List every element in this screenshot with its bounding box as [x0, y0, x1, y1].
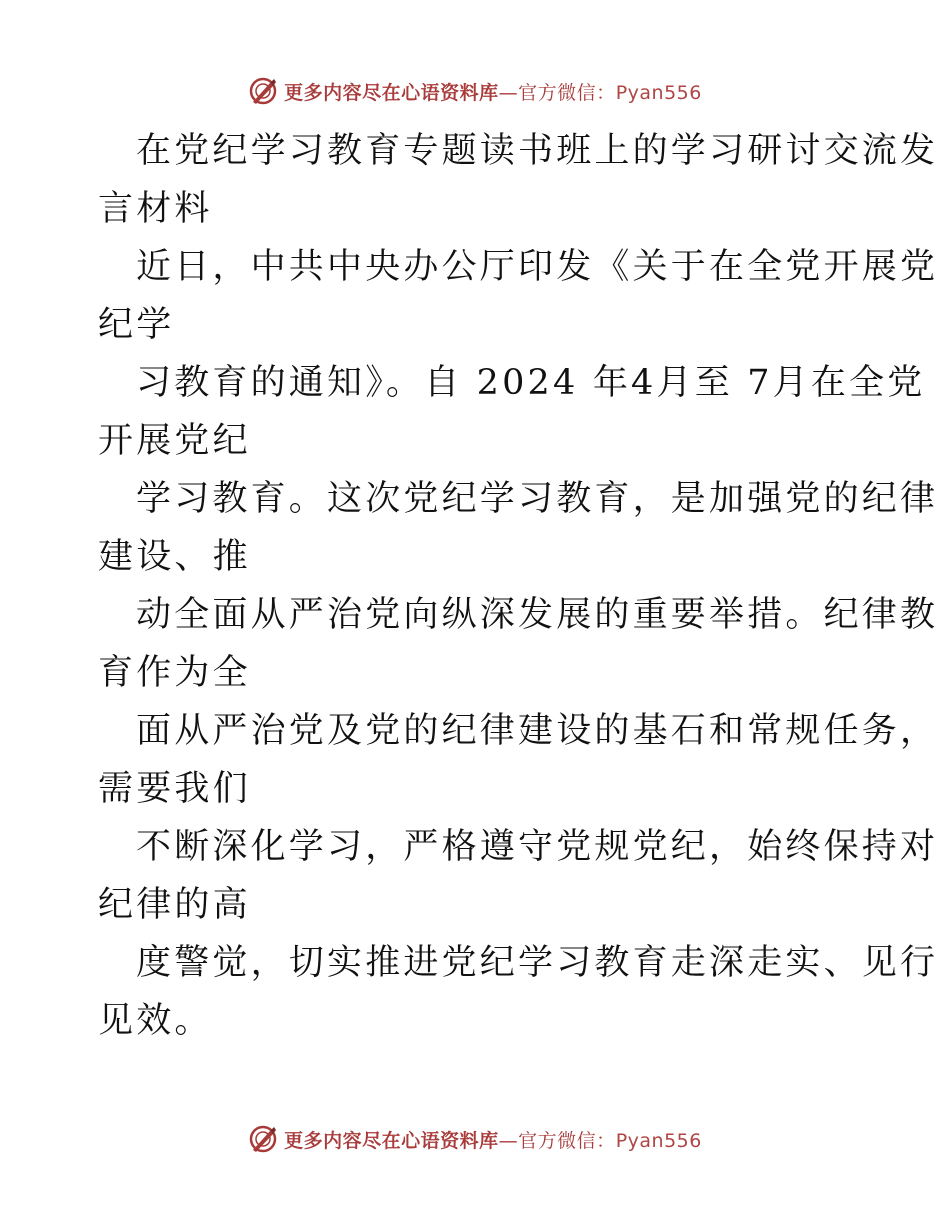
text-line: 纪律的高	[98, 885, 251, 925]
pen-logo-icon	[248, 1124, 278, 1154]
text-line: 纪学	[98, 305, 175, 345]
text-line: 育作为全	[98, 653, 251, 693]
watermark-dash: —	[498, 81, 519, 104]
text-line: 见效。	[98, 1001, 213, 1041]
pen-logo-icon	[248, 76, 278, 106]
text-line: 动全面从严治党向纵深发展的重要举措。纪律教	[136, 595, 939, 635]
watermark-brand: 更多内容尽在心语资料库	[284, 81, 499, 104]
text-line: 在党纪学习教育专题读书班上的学习研讨交流发	[136, 131, 939, 171]
watermark-dash: —	[498, 1129, 519, 1152]
header-watermark	[0, 74, 950, 108]
footer-watermark	[0, 1122, 950, 1156]
watermark-text	[284, 78, 702, 105]
text-line: 开展党纪	[98, 421, 251, 461]
text-line: 需要我们	[98, 769, 251, 809]
text-line: 面从严治党及党的纪律建设的基石和常规任务，	[136, 711, 939, 751]
watermark-text	[284, 1126, 702, 1153]
text-line: 习教育的通知》。自 2024 年4月至 7月在全党	[136, 363, 926, 403]
watermark-wechat-label: 官方微信：	[518, 81, 616, 104]
watermark-wechat-label: 官方微信：	[518, 1129, 616, 1152]
text-line: 建设、推	[98, 537, 251, 577]
text-line: 近日，中共中央办公厅印发《关于在全党开展党	[136, 247, 939, 287]
text-line: 学习教育。这次党纪学习教育，是加强党的纪律	[136, 479, 939, 519]
text-line: 不断深化学习，严格遵守党规党纪，始终保持对	[136, 827, 939, 867]
text-line: 度警觉，切实推进党纪学习教育走深走实、见行	[136, 943, 939, 983]
watermark-wechat-id: Pyan556	[615, 81, 702, 104]
document-body	[98, 122, 939, 1050]
text-line: 言材料	[98, 189, 213, 229]
watermark-brand: 更多内容尽在心语资料库	[284, 1129, 499, 1152]
watermark-wechat-id: Pyan556	[615, 1129, 702, 1152]
